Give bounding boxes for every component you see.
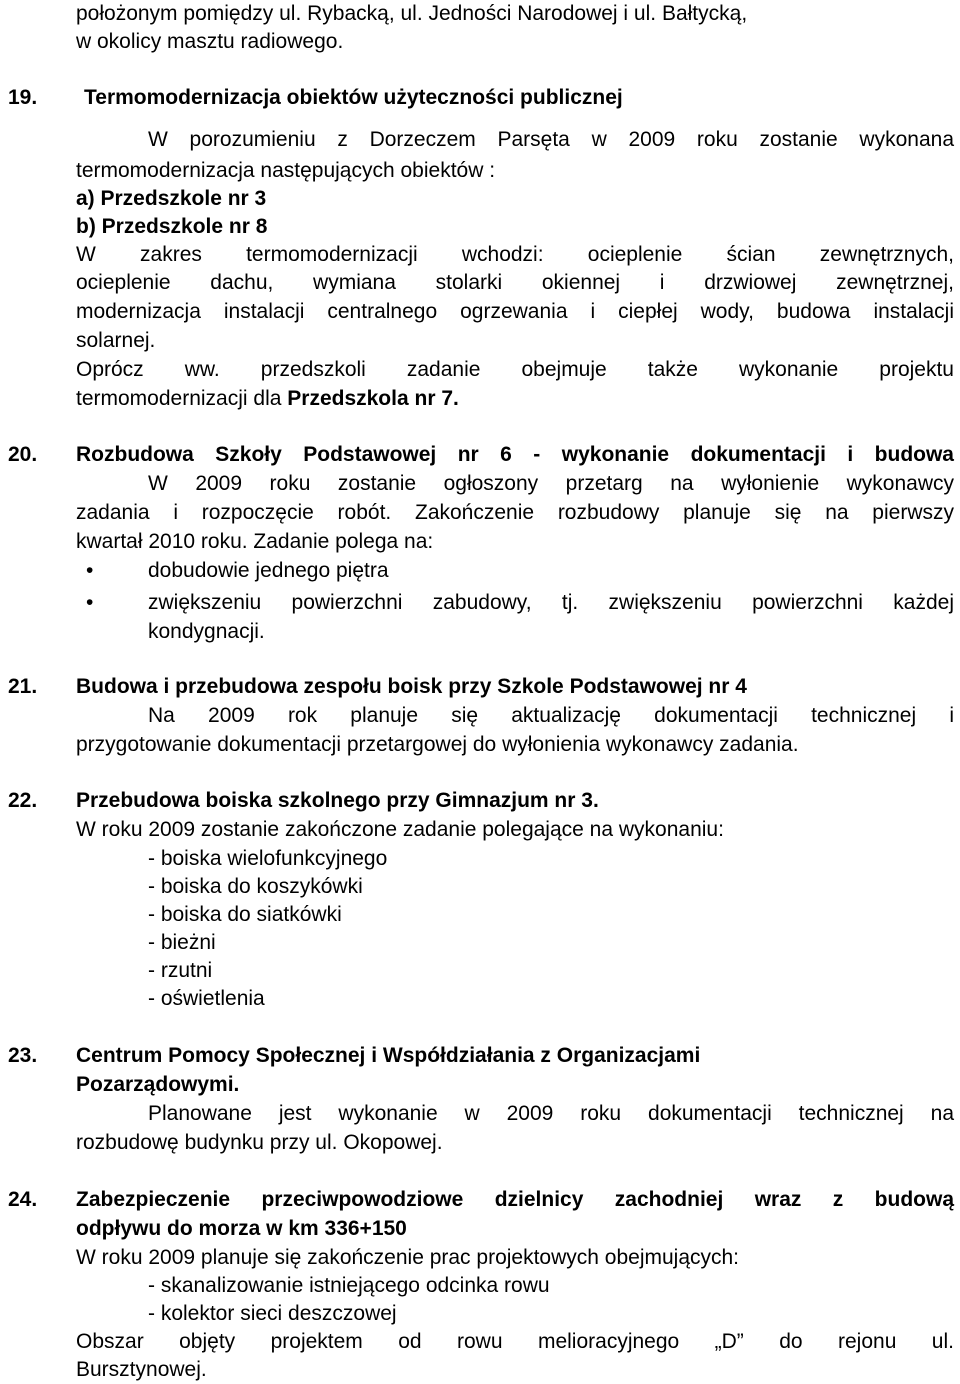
section-20-para-3: kwartał 2010 roku. Zadanie polega na: <box>76 530 434 553</box>
section-22-list-item: - boiska do siatkówki <box>148 903 342 926</box>
section-19-number: 19. <box>8 86 38 109</box>
intro-line-1: położonym pomiędzy ul. Rybacką, ul. Jedności Narodowej i ul. Bałtycką, <box>76 2 748 25</box>
section-19-also-1: Oprócz ww. przedszkoli zadanie obejmuje także wykonanie projektu <box>76 358 954 381</box>
section-19-scope-3: modernizacja instalacji centralnego ogrzewania i ciepłej wody, budowa instalacji <box>76 300 954 323</box>
section-22-list-item: - boiska do koszykówki <box>148 875 363 898</box>
section-22-para-1: W roku 2009 zostanie zakończone zadanie polegające na wykonaniu: <box>76 818 724 841</box>
section-22-title: Przebudowa boiska szkolnego przy Gimnazjum nr 3. <box>76 789 599 812</box>
section-20-para-1: W 2009 roku zostanie ogłoszony przetarg na wyłonienie wykonawcy <box>148 472 954 495</box>
section-24-list-item: - skanalizowanie istniejącego odcinka rowu <box>148 1274 550 1297</box>
section-24-para-1: W roku 2009 planuje się zakończenie prac projektowych obejmujących: <box>76 1246 740 1269</box>
section-19-also-2-text: termomodernizacji dla <box>76 387 282 410</box>
section-22-list-item: - boiska wielofunkcyjnego <box>148 847 388 870</box>
bullet-marker: • <box>86 559 94 582</box>
section-19-scope-4: solarnej. <box>76 329 156 352</box>
section-20-bullet-2b: kondygnacji. <box>148 620 265 643</box>
section-21-para-2: przygotowanie dokumentacji przetargowej do wyłonienia wykonawcy zadania. <box>76 733 799 756</box>
section-20-para-2: zadania i rozpoczęcie robót. Zakończenie rozbudowy planuje się na pierwszy <box>76 501 954 524</box>
section-19-para-1: W porozumieniu z Dorzeczem Parsęta w 2009 roku zostanie wykonana <box>148 128 954 151</box>
section-19-also-2-bold: Przedszkola nr 7. <box>287 387 459 410</box>
section-24-list-item: - kolektor sieci deszczowej <box>148 1302 397 1325</box>
bullet-marker: • <box>86 591 94 614</box>
section-19-title: Termomodernizacja obiektów użyteczności publicznej <box>84 86 623 109</box>
section-21-title: Budowa i przebudowa zespołu boisk przy Szkole Podstawowej nr 4 <box>76 675 747 698</box>
section-24-title-1: Zabezpieczenie przeciwpowodziowe dzielnicy zachodniej wraz z budową <box>76 1188 954 1211</box>
section-20-number: 20. <box>8 443 38 466</box>
section-23-title-2: Pozarządowymi. <box>76 1073 240 1096</box>
intro-line-2: w okolicy masztu radiowego. <box>76 30 344 53</box>
section-20-bullet-1: dobudowie jednego piętra <box>148 559 389 582</box>
section-23-title-1: Centrum Pomocy Społecznej i Współdziałania z Organizacjami <box>76 1044 701 1067</box>
section-20-bullet-2a: zwiększeniu powierzchni zabudowy, tj. zwiększeniu powierzchni każdej <box>148 591 954 614</box>
section-22-list-item: - bieżni <box>148 931 216 954</box>
section-19-para-2: termomodernizacja następujących obiektów : <box>76 159 496 182</box>
section-24-area-2: Bursztynowej. <box>76 1358 207 1381</box>
section-21-number: 21. <box>8 675 38 698</box>
section-23-number: 23. <box>8 1044 38 1067</box>
section-24-area-1: Obszar objęty projektem od rowu melioracyjnego „D” do rejonu ul. <box>76 1330 954 1353</box>
section-19-also-2 <box>76 385 459 413</box>
section-24-title-2: odpływu do morza w km 336+150 <box>76 1217 407 1240</box>
section-21-para-1: Na 2009 rok planuje się aktualizację dokumentacji technicznej i <box>148 704 954 727</box>
section-19-scope-1: W zakres termomodernizacji wchodzi: ocieplenie ścian zewnętrznych, <box>76 243 954 266</box>
section-23-para-1: Planowane jest wykonanie w 2009 roku dokumentacji technicznej na <box>148 1102 954 1125</box>
section-23-para-2: rozbudowę budynku przy ul. Okopowej. <box>76 1131 443 1154</box>
section-19-item-a: a) Przedszkole nr 3 <box>76 187 267 210</box>
section-19-scope-2: ocieplenie dachu, wymiana stolarki okiennej i drzwiowej zewnętrznej, <box>76 271 954 294</box>
section-22-number: 22. <box>8 789 38 812</box>
section-24-number: 24. <box>8 1188 38 1211</box>
section-20-title: Rozbudowa Szkoły Podstawowej nr 6 - wykonanie dokumentacji i budowa <box>76 443 954 466</box>
section-22-list-item: - rzutni <box>148 959 213 982</box>
section-19-item-b: b) Przedszkole nr 8 <box>76 215 268 238</box>
section-22-list-item: - oświetlenia <box>148 987 265 1010</box>
